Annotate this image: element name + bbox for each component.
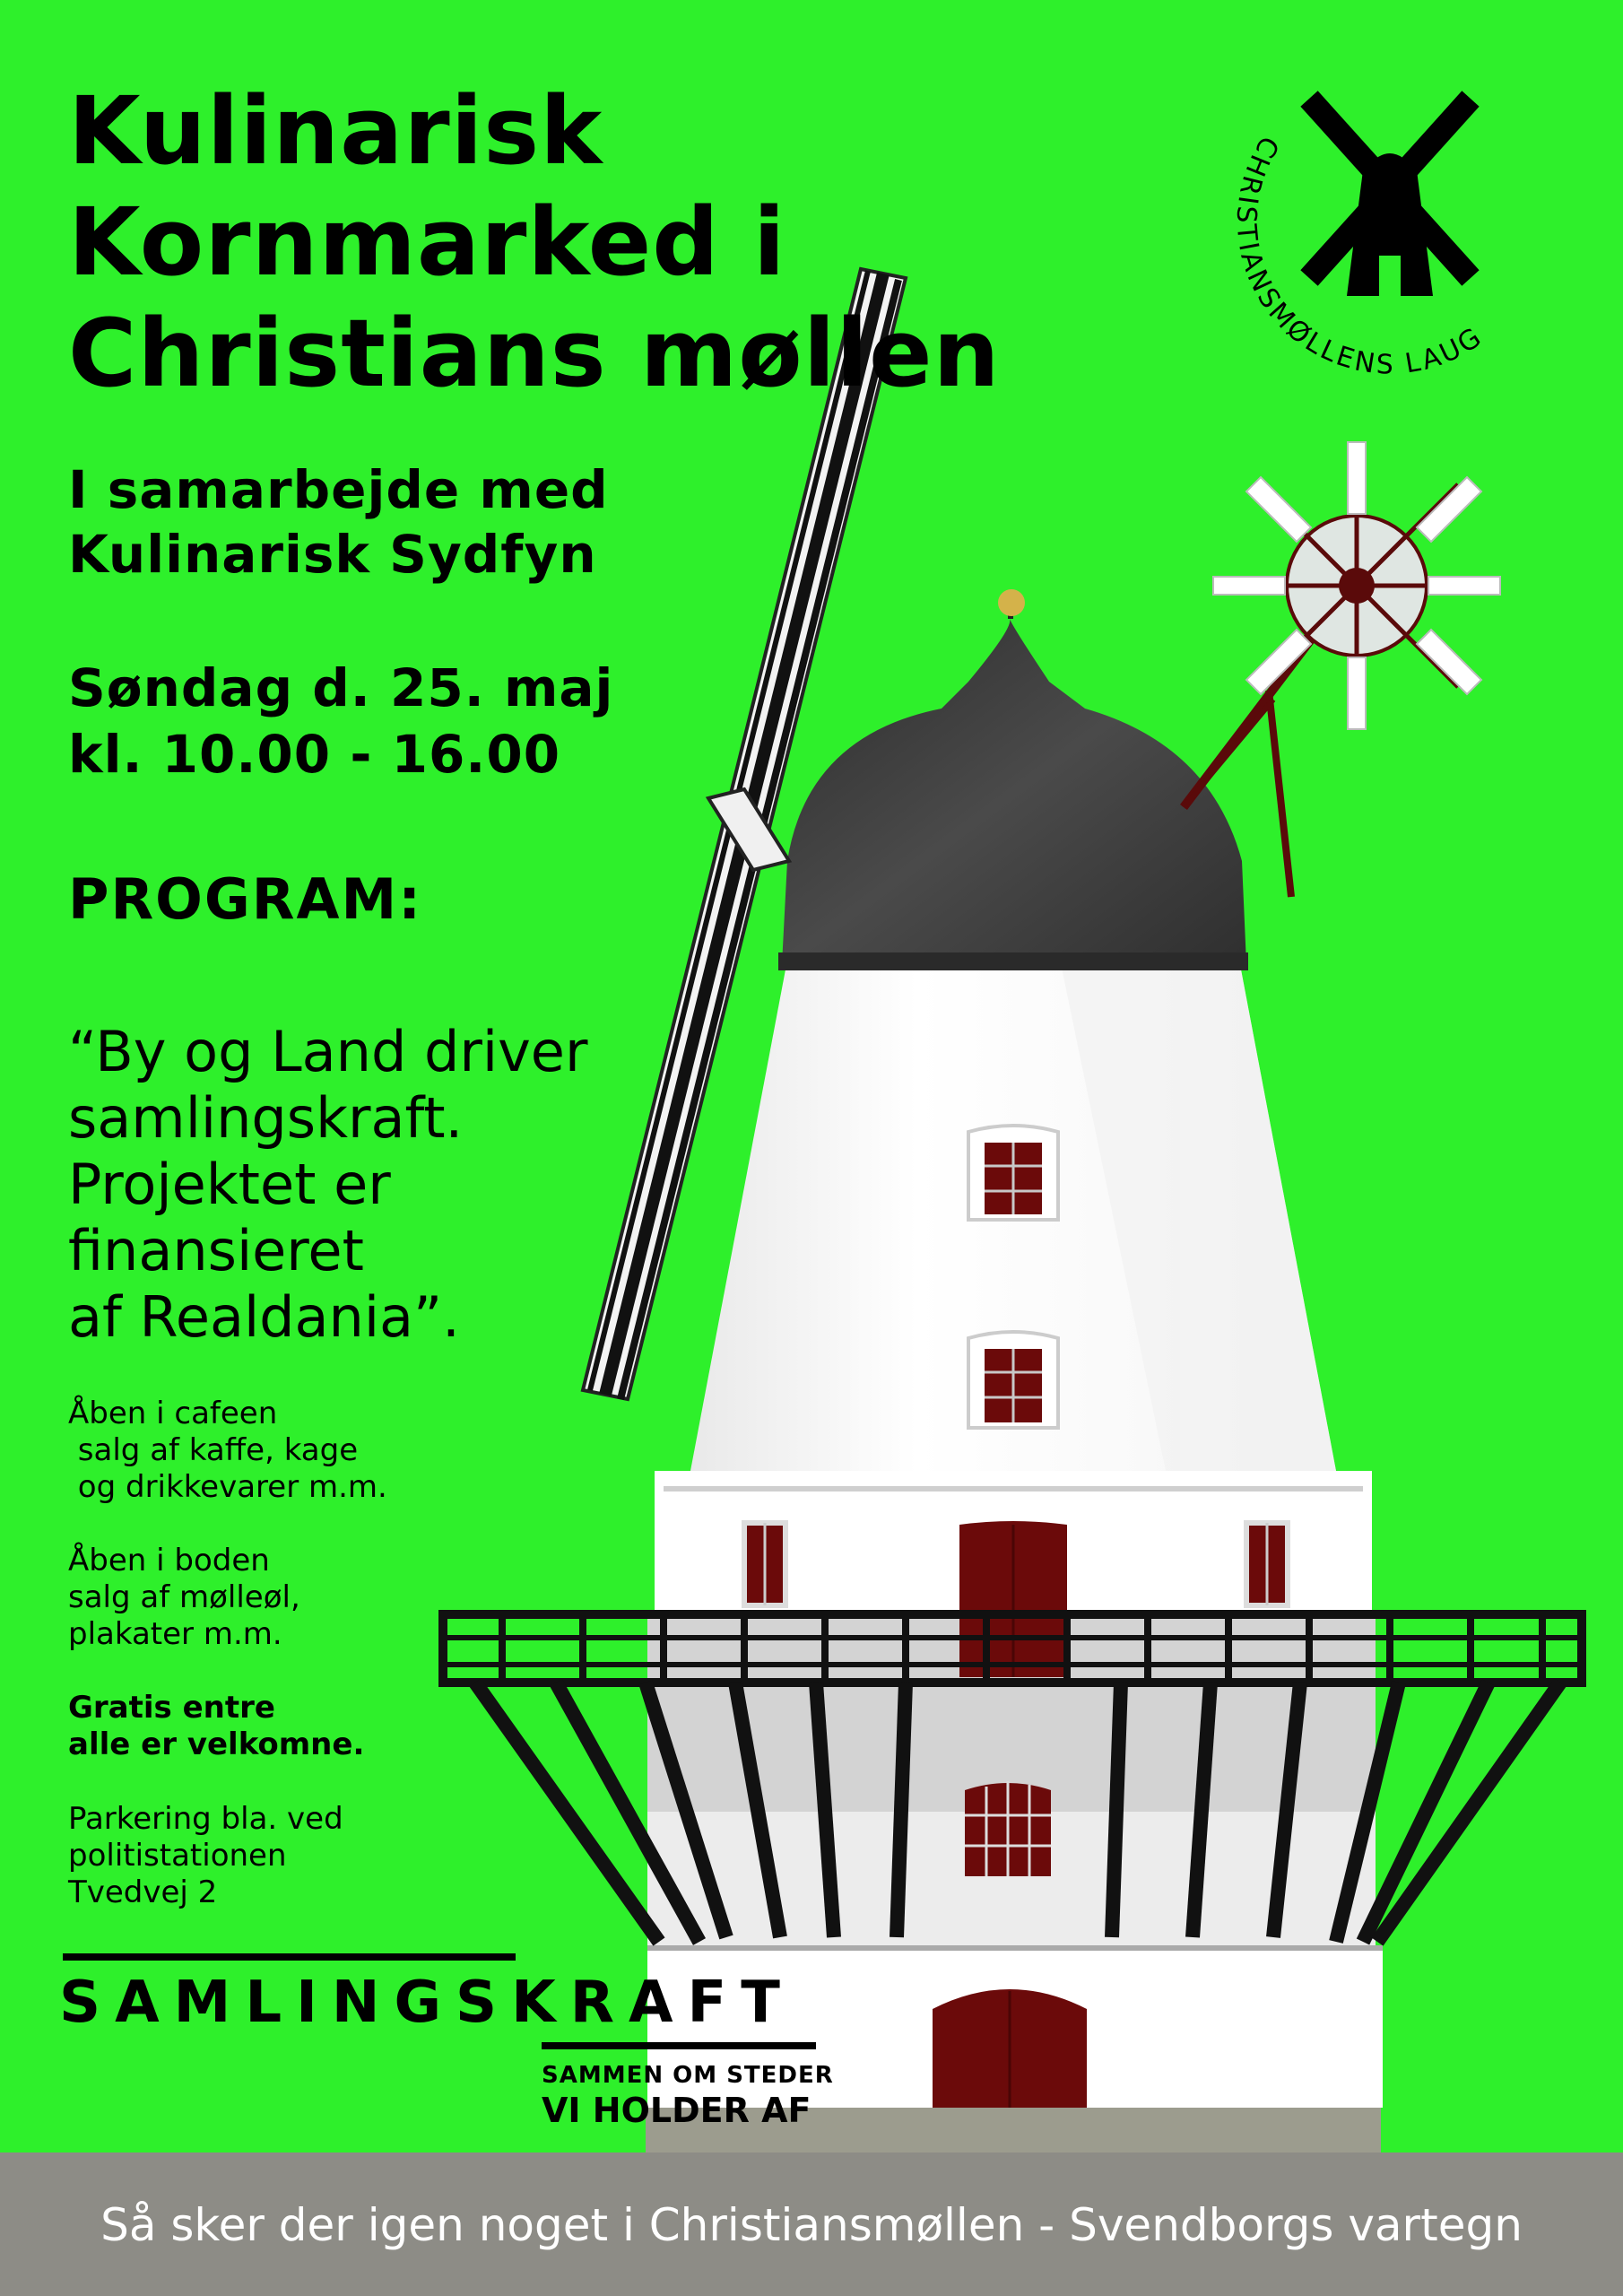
- entry-line-1: Gratis entre: [68, 1690, 275, 1726]
- parking-line-3: Tvedvej 2: [68, 1874, 218, 1910]
- gallery-door: [959, 1521, 1067, 1677]
- title-line-2: Kornmarked i: [68, 187, 786, 297]
- brand-tagline-1: SAMMEN OM STEDER: [542, 2062, 834, 2089]
- program-heading: PROGRAM:: [68, 866, 422, 932]
- brand-tagline-2: VI HOLDER AF: [542, 2091, 812, 2130]
- cafe-line-3: og drikkevarer m.m.: [68, 1469, 387, 1505]
- cafe-info: [68, 1396, 387, 1506]
- parking-line-2: politistationen: [68, 1838, 287, 1874]
- window-middle: [968, 1332, 1058, 1428]
- mill-cap: [782, 619, 1246, 964]
- coop-line-1: I samarbejde med: [68, 459, 609, 520]
- fantail: [1184, 442, 1500, 897]
- event-title: [68, 75, 1001, 409]
- date-line-2: kl. 10.00 - 16.00: [68, 724, 561, 785]
- quote-line-3: Projektet er: [68, 1152, 391, 1217]
- windmill-logo-icon: [1309, 99, 1471, 296]
- shop-info: [68, 1543, 300, 1653]
- entry-info: [68, 1690, 364, 1763]
- parking-info: [68, 1801, 343, 1911]
- cafe-line-2: salg af kaffe, kage: [68, 1432, 359, 1468]
- guild-logo: [1211, 72, 1569, 430]
- guild-logo-text: CHRISTIANSMØLLENS LAUG: [1229, 130, 1489, 381]
- shop-line-3: plakater m.m.: [68, 1616, 282, 1652]
- window-right: [1246, 1523, 1288, 1605]
- brand-wordmark: SAMLINGSKRAFT: [59, 1970, 794, 2036]
- quote-line-1: “By og Land driver: [68, 1019, 588, 1084]
- cafe-line-1: Åben i cafeen: [68, 1396, 278, 1431]
- brand-rule-bottom: [542, 2042, 816, 2049]
- entry-line-2: alle er velkomne.: [68, 1726, 365, 1762]
- title-line-1: Kulinarisk: [68, 76, 603, 186]
- brand-rule-top: [63, 1953, 516, 1961]
- window-left: [744, 1523, 785, 1605]
- footer-text: Så sker der igen noget i Christiansmøllen - Svendborgs vartegn: [100, 2199, 1523, 2251]
- coop-line-2: Kulinarisk Sydfyn: [68, 524, 597, 585]
- cap-finial: [998, 589, 1025, 616]
- event-date: [68, 655, 613, 787]
- quote-line-2: samlingskraft.: [68, 1085, 464, 1151]
- shop-line-1: Åben i boden: [68, 1543, 270, 1578]
- window-lower: [965, 1781, 1051, 1876]
- parking-line-1: Parkering bla. ved: [68, 1801, 343, 1837]
- quote-line-4: finansieret: [68, 1218, 364, 1283]
- cooperation-text: [68, 457, 609, 587]
- brand-tagline: [542, 2060, 834, 2130]
- quote-line-5: af Realdania”.: [68, 1284, 460, 1350]
- main-door: [933, 1989, 1087, 2108]
- shop-line-2: salg af mølleøl,: [68, 1579, 300, 1615]
- program-quote: [68, 1019, 587, 1351]
- date-line-1: Søndag d. 25. maj: [68, 657, 614, 718]
- window-upper: [968, 1126, 1058, 1220]
- title-line-3: Christians møllen: [68, 299, 1001, 408]
